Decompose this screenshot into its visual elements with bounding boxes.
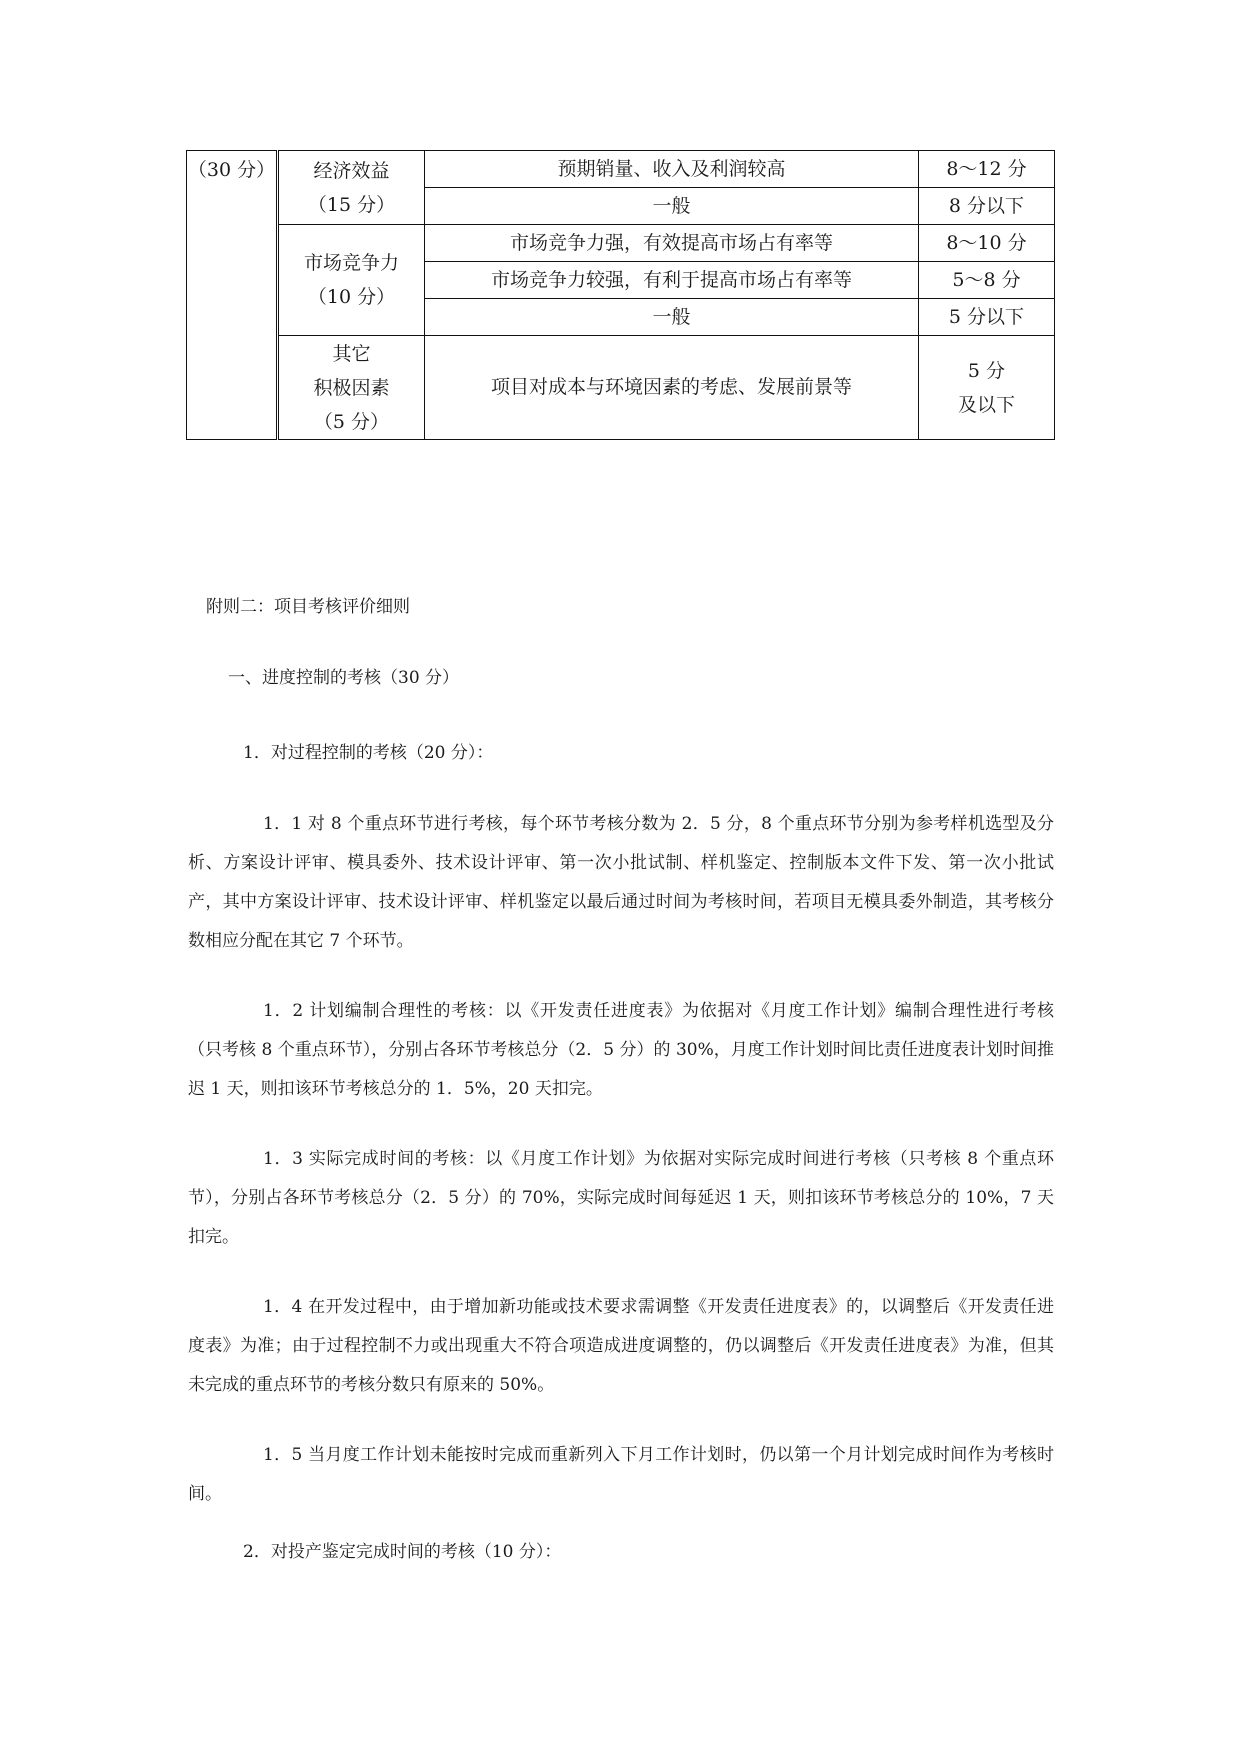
section-heading: 一、进度控制的考核（30 分）	[228, 668, 460, 688]
group-label-cell: （30 分）	[187, 151, 278, 440]
criterion-name: 经济效益	[313, 159, 390, 182]
score-cell: 8～12 分	[919, 151, 1055, 188]
criterion-economic-benefit	[278, 151, 425, 225]
score-cell: 5～8 分	[919, 262, 1055, 299]
appendix-title: 附则二：项目考核评价细则	[206, 597, 410, 617]
description-cell: 项目对成本与环境因素的考虑、发展前景等	[425, 336, 919, 440]
criterion-points: （15 分）	[307, 193, 396, 216]
table-row	[187, 336, 1055, 440]
evaluation-table	[186, 150, 1055, 440]
score-line: 5 分	[967, 359, 1006, 382]
paragraph: 1．1 对 8 个重点环节进行考核，每个环节考核分数为 2．5 分，8 个重点环节分别为参考样机选型及分析、方案设计评审、模具委外、技术设计评审、第一次小批试制、样机鉴定、控制版本文件下发、第一次小批试产，其中方案设计评审、技术设计评审、样机鉴定以最后通过时间为考核时间，若项目无模具委外制造，其考核分数相应分配在其它 7 个环节。	[188, 814, 1054, 951]
score-line: 及以下	[957, 393, 1015, 416]
criterion-points: （10 分）	[307, 286, 396, 308]
paragraph: 1．3 实际完成时间的考核：以《月度工作计划》为依据对实际完成时间进行考核（只考核 8 个重点环节），分别占各环节考核总分（2．5 分）的 70%，实际完成时间每延迟 1 天，则扣该环节考核总分的 10%，7 天扣完。	[188, 1149, 1054, 1247]
criterion-name-line: 其它	[332, 342, 371, 365]
paragraph: 1．4 在开发过程中，由于增加新功能或技术要求需调整《开发责任进度表》的，以调整后《开发责任进度表》为准；由于过程控制不力或出现重大不符合项造成进度调整的，仍以调整后《开发责任进度表》为准，但其未完成的重点环节的考核分数只有原来的 50%。	[188, 1297, 1054, 1395]
description-cell: 市场竞争力较强，有利于提高市场占有率等	[425, 262, 919, 299]
description-cell: 一般	[425, 188, 919, 225]
criterion-name: 市场竞争力	[303, 252, 399, 274]
score-cell: 8 分以下	[919, 188, 1055, 225]
criterion-other-factors	[278, 336, 425, 440]
subsection-heading: 2．对投产鉴定完成时间的考核（10 分）：	[243, 1542, 562, 1562]
subsection-heading: 1．对过程控制的考核（20 分）：	[243, 743, 494, 763]
score-cell	[919, 336, 1055, 440]
paragraph: 1．5 当月度工作计划未能按时完成而重新列入下月工作计划时，仍以第一个月计划完成时间作为考核时间。	[188, 1445, 1054, 1504]
criterion-name-line: 积极因素	[313, 376, 390, 399]
paragraph: 1．2 计划编制合理性的考核：以《开发责任进度表》为依据对《月度工作计划》编制合理性进行考核（只考核 8 个重点环节），分别占各环节考核总分（2．5 分）的 30%，月度工作计划时间比责任进度表计划时间推迟 1 天，则扣该环节考核总分的 1．5%，20 天扣完。	[188, 1001, 1054, 1099]
description-cell: 市场竞争力强，有效提高市场占有率等	[425, 225, 919, 262]
description-cell: 一般	[425, 299, 919, 336]
score-cell: 5 分以下	[919, 299, 1055, 336]
description-cell: 预期销量、收入及利润较高	[425, 151, 919, 188]
table-row	[187, 225, 1055, 262]
score-cell: 8～10 分	[919, 225, 1055, 262]
criterion-points: （5 分）	[313, 410, 390, 433]
table-row	[187, 151, 1055, 188]
criterion-market-competitiveness	[278, 225, 425, 336]
